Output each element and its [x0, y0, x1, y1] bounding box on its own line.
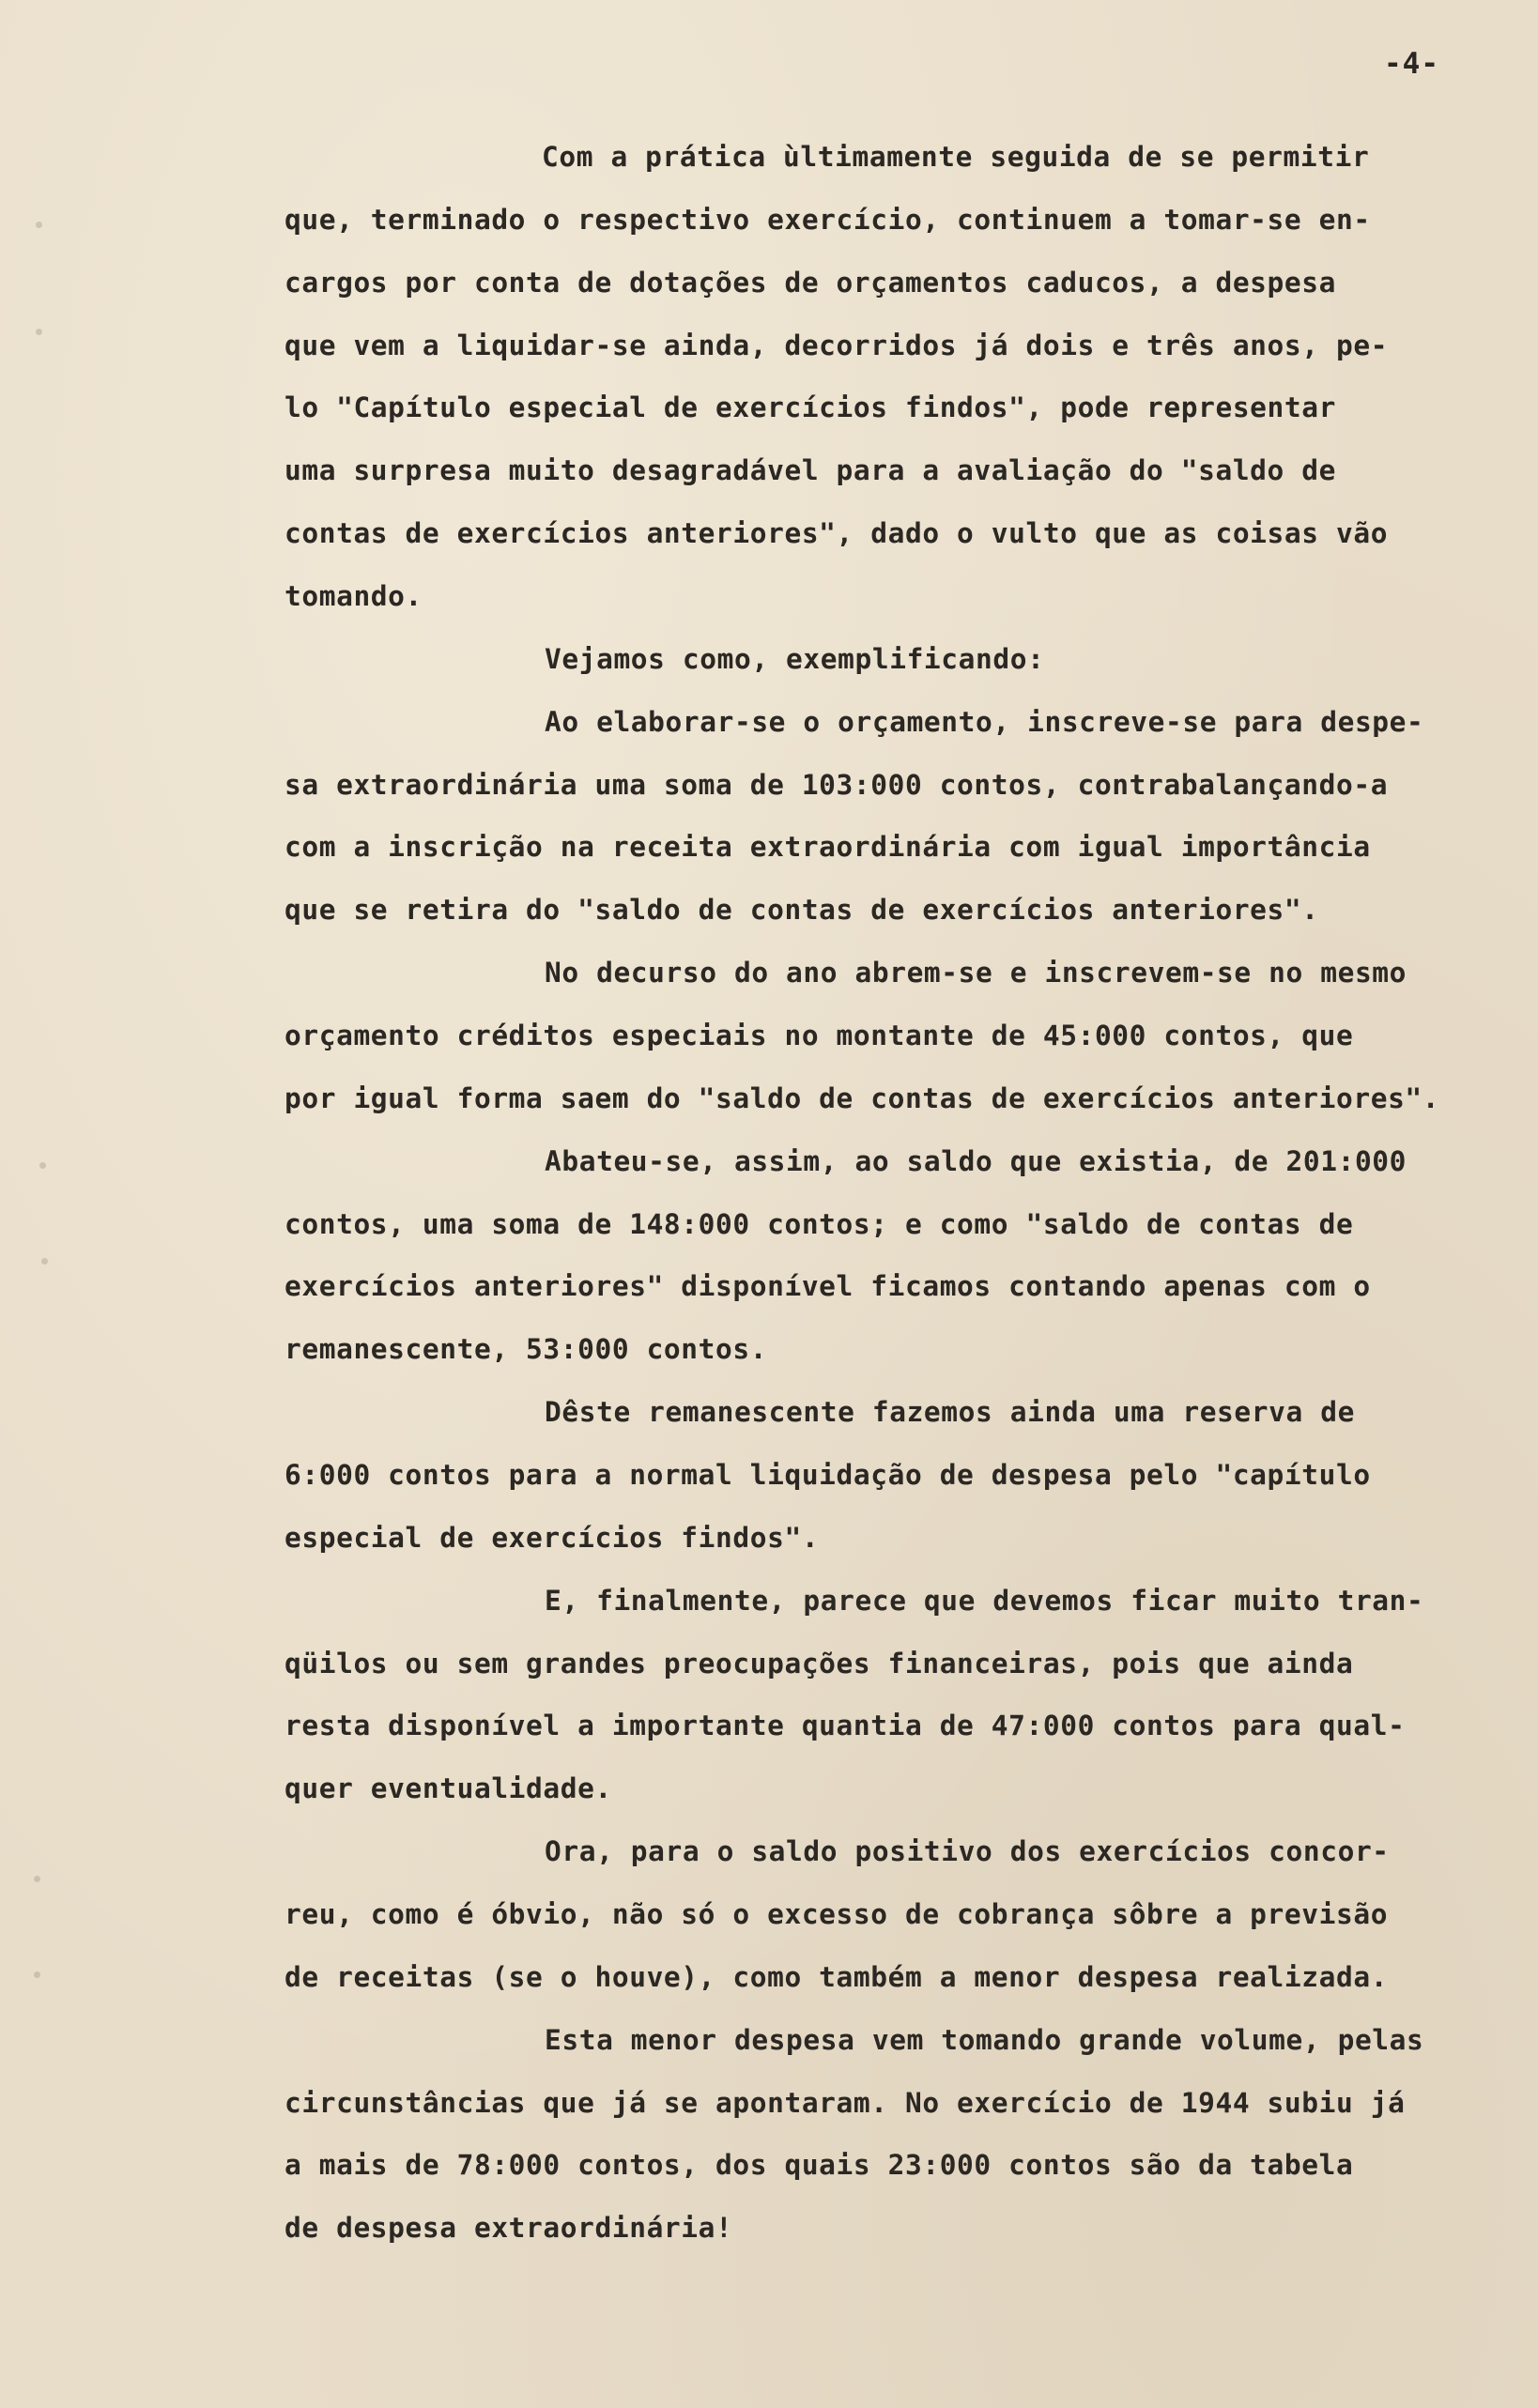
text-line: a mais de 78:000 contos, dos quais 23:000 contos são da tabela [285, 2149, 1354, 2181]
text-line: contos, uma soma de 148:000 contos; e como "saldo de contas de [285, 1208, 1354, 1240]
text-line: de despesa extraordinária! [285, 2212, 733, 2244]
text-line: No decurso do ano abrem-se e inscrevem-se no mesmo [545, 957, 1407, 989]
text-line: quer eventualidade. [285, 1772, 612, 1804]
punch-mark [41, 1258, 48, 1265]
text-line: lo "Capítulo especial de exercícios findos", pode representar [285, 391, 1336, 423]
text-line: remanescente, 53:000 contos. [285, 1333, 768, 1365]
text-line: que se retira do "saldo de contas de exercícios anteriores". [285, 894, 1319, 926]
text-line: com a inscrição na receita extraordinária com igual importância [285, 831, 1371, 863]
text-line: reu, como é óbvio, não só o excesso de cobrança sôbre a previsão [285, 1898, 1389, 1930]
text-line: resta disponível a importante quantia de 47:000 contos para qual- [285, 1710, 1406, 1741]
text-line: Dêste remanescente fazemos ainda uma reserva de [545, 1396, 1355, 1428]
text-line: de receitas (se o houve), como também a menor despesa realizada. [285, 1961, 1389, 1993]
text-line: qüilos ou sem grandes preocupações financeiras, pois que ainda [285, 1648, 1354, 1679]
text-line: E, finalmente, parece que devemos ficar muito tran- [545, 1585, 1424, 1617]
punch-mark [34, 1876, 40, 1882]
punch-mark [39, 1162, 46, 1169]
text-line: uma surpresa muito desagradável para a avaliação do "saldo de [285, 454, 1336, 486]
text-line: especial de exercícios findos". [285, 1522, 820, 1554]
text-line: que, terminado o respectivo exercício, continuem a tomar-se en- [285, 204, 1371, 236]
text-line: Com a prática ùltimamente seguida de se permitir [542, 141, 1370, 173]
text-line: contas de exercícios anteriores", dado o vulto que as coisas vão [285, 517, 1389, 549]
text-line: circunstâncias que já se apontaram. No exercício de 1944 subiu já [285, 2087, 1406, 2119]
punch-mark [34, 1971, 40, 1978]
text-line: orçamento créditos especiais no montante de 45:000 contos, que [285, 1020, 1354, 1051]
text-line: por igual forma saem do "saldo de contas de exercícios anteriores". [285, 1082, 1440, 1114]
text-line: Esta menor despesa vem tomando grande volume, pelas [545, 2024, 1424, 2056]
page-number: -4- [1384, 47, 1439, 81]
text-line: cargos por conta de dotações de orçamentos caducos, a despesa [285, 267, 1336, 299]
text-line: Ao elaborar-se o orçamento, inscreve-se para despe- [545, 706, 1424, 738]
text-line: 6:000 contos para a normal liquidação de despesa pelo "capítulo [285, 1459, 1371, 1491]
text-line: Abateu-se, assim, ao saldo que existia, de 201:000 [545, 1145, 1407, 1177]
text-line: exercícios anteriores" disponível ficamos contando apenas com o [285, 1270, 1371, 1302]
punch-mark [36, 222, 42, 228]
text-line: Vejamos como, exemplificando: [545, 643, 1045, 675]
punch-mark [36, 329, 42, 335]
text-line: sa extraordinária uma soma de 103:000 contos, contrabalançando-a [285, 769, 1389, 801]
text-line: Ora, para o saldo positivo dos exercícios concor- [545, 1835, 1390, 1867]
text-line: tomando. [285, 580, 423, 612]
text-line: que vem a liquidar-se ainda, decorridos já dois e três anos, pe- [285, 330, 1389, 361]
